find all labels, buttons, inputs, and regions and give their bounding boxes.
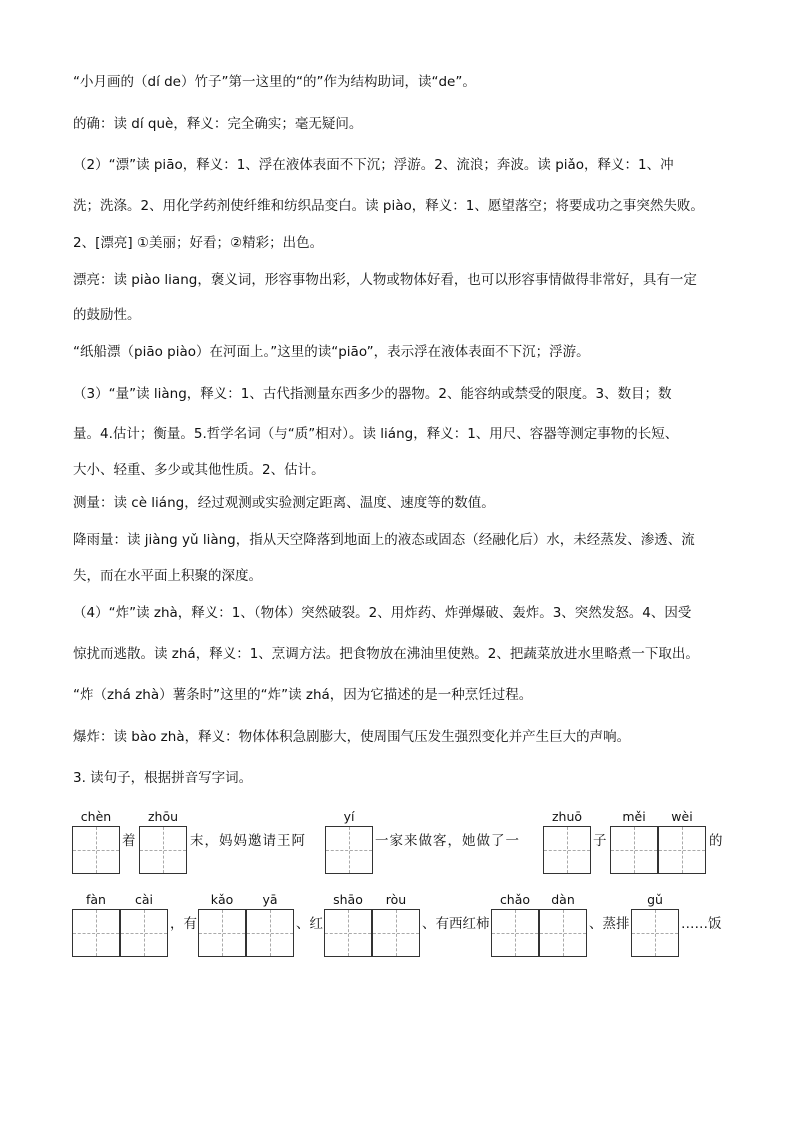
sentence-fragment: 、蒸排 [589, 916, 630, 932]
sentence-fragment: ……饭 [681, 916, 722, 932]
sentence-fragment: 末，妈妈邀请王阿 [190, 833, 306, 849]
writing-box[interactable] [246, 909, 294, 957]
writing-box[interactable] [72, 826, 120, 874]
pinyin-label: zhōu [147, 809, 179, 824]
text-line: 的鼓励性。 [73, 307, 141, 323]
pinyin-label: yí [343, 809, 355, 824]
writing-box[interactable] [72, 909, 120, 957]
text-line: “纸船漂（piāo piào）在河面上。”这里的读“piāo”，表示浮在液体表面不下沉；浮游。 [73, 344, 590, 360]
pinyin-label: kǎo [210, 892, 234, 907]
writing-box[interactable] [198, 909, 246, 957]
pinyin-label: wèi [671, 809, 693, 824]
pinyin-label: gǔ [647, 892, 663, 907]
pinyin-label: cài [134, 892, 153, 907]
writing-box[interactable] [539, 909, 587, 957]
exercise-heading: 3. 读句子，根据拼音写字词。 [73, 770, 253, 786]
text-line: “炸（zhá zhà）薯条时”这里的“炸”读 zhá，因为它描述的是一种烹饪过程。 [73, 687, 533, 703]
sentence-fragment: 着 [122, 833, 136, 849]
pinyin-label: chèn [80, 809, 112, 824]
sentence-fragment: 的 [709, 833, 723, 849]
writing-box[interactable] [491, 909, 539, 957]
text-line: （3）“量”读 liàng，释义：1、古代指测量东西多少的器物。2、能容纳或禁受的限度。3、数目；数 [73, 386, 672, 402]
text-line: （4）“炸”读 zhà，释义：1、（物体）突然破裂。2、用炸药、炸弹爆破、轰炸。3、突然发怒。4、因受 [73, 605, 692, 621]
text-line: 量。4.估计；衡量。5.哲学名词（与“质”相对）。读 liáng，释义：1、用尺、容器等测定事物的长短、 [73, 426, 679, 442]
pinyin-label: ròu [385, 892, 407, 907]
text-line: 洗；洗涤。2、用化学药剂使纤维和纺织品变白。读 piào，释义：1、愿望落空；将要成功之事突然失败。 [73, 198, 704, 214]
pinyin-label: chǎo [499, 892, 531, 907]
text-line: 降雨量：读 jiàng yǔ liàng，指从天空降落到地面上的液态或固态（经融化后）水，未经蒸发、渗透、流 [73, 532, 695, 548]
text-line: 测量：读 cè liáng，经过观测或实验测定距离、温度、速度等的数值。 [73, 495, 495, 511]
sentence-fragment: 、红 [296, 916, 323, 932]
writing-box[interactable] [610, 826, 658, 874]
writing-box[interactable] [372, 909, 420, 957]
text-line: 漂亮：读 piào liang，褒义词，形容事物出彩，人物或物体好看，也可以形容事情做得非常好，具有一定 [73, 272, 697, 288]
writing-box[interactable] [658, 826, 706, 874]
writing-box[interactable] [325, 826, 373, 874]
pinyin-label: fàn [86, 892, 106, 907]
pinyin-label: shāo [333, 892, 363, 907]
sentence-fragment: ，有 [170, 916, 197, 932]
writing-box[interactable] [631, 909, 679, 957]
sentence-fragment: 一家来做客，她做了一 [375, 833, 520, 849]
sentence-fragment: 、有西红柿 [422, 916, 490, 932]
text-line: 2、[漂亮] ①美丽；好看；②精彩；出色。 [73, 235, 324, 251]
pinyin-label: dàn [551, 892, 575, 907]
text-line: 的确：读 dí què，释义：完全确实；毫无疑问。 [73, 116, 363, 132]
pinyin-label: yā [262, 892, 278, 907]
pinyin-label: měi [622, 809, 646, 824]
text-line: （2）“漂”读 piāo，释义：1、浮在液体表面不下沉；浮游。2、流浪；奔波。读 piǎo，释义：1、冲 [73, 157, 674, 173]
writing-box[interactable] [324, 909, 372, 957]
text-line: 大小、轻重、多少或其他性质。2、估计。 [73, 462, 325, 478]
sentence-fragment: 子 [593, 833, 607, 849]
text-line: 失，而在水平面上积聚的深度。 [73, 568, 262, 584]
text-line: 惊扰而逃散。读 zhá，释义：1、烹调方法。把食物放在沸油里使熟。2、把蔬菜放进水里略煮一下取出。 [73, 646, 699, 662]
text-line: 爆炸：读 bào zhà，释义：物体体积急剧膨大，使周围气压发生强烈变化并产生巨大的声响。 [73, 729, 631, 745]
text-line: “小月画的（dí de）竹子”第一这里的“的”作为结构助词，读“de”。 [73, 74, 476, 90]
writing-box[interactable] [139, 826, 187, 874]
pinyin-label: zhuō [551, 809, 583, 824]
writing-box[interactable] [120, 909, 168, 957]
writing-box[interactable] [543, 826, 591, 874]
